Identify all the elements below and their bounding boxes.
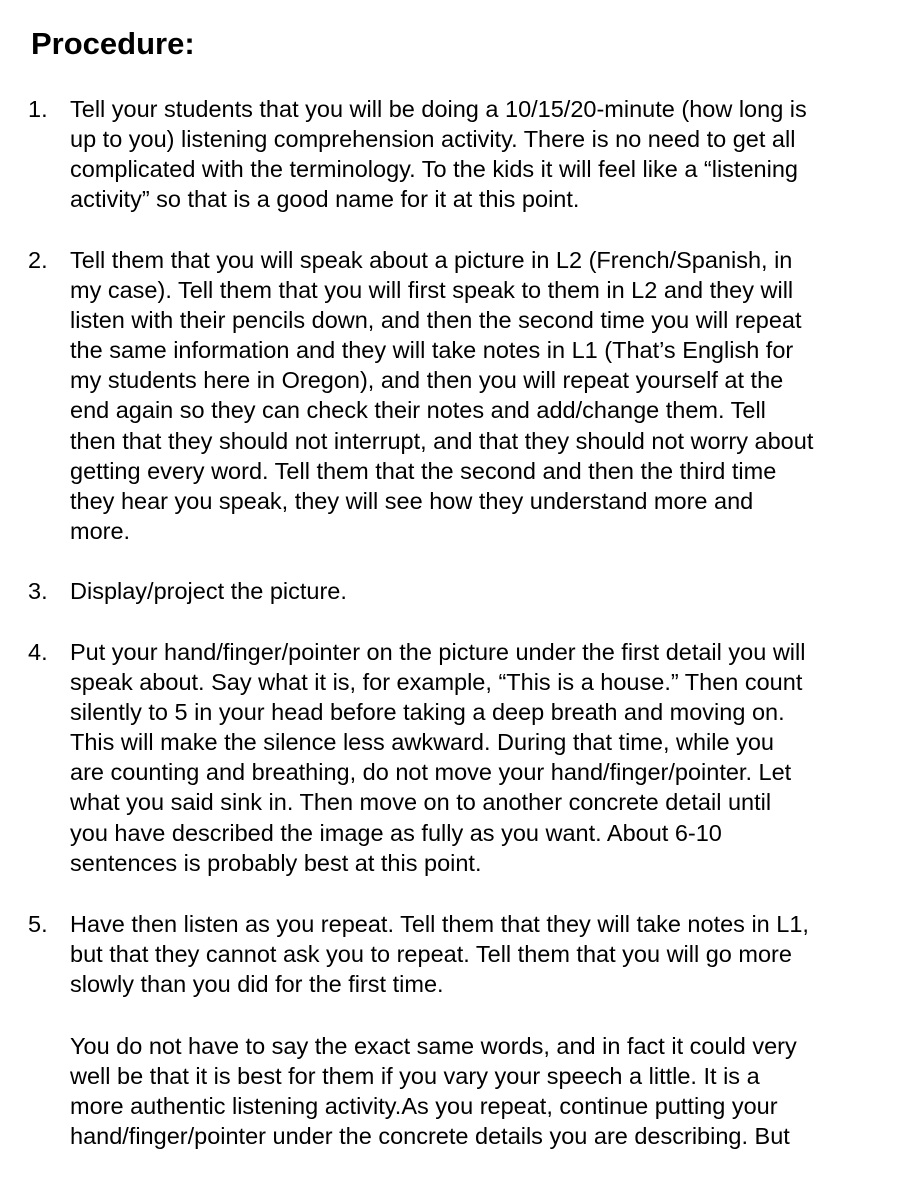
text-line: Tell them that you will speak about a picture in L2 (French/Spanish, in (70, 247, 793, 273)
text-line: my case). Tell them that you will first speak to them in L2 and they will (70, 277, 794, 304)
text-line: more authentic listening activity.As you repeat, continue putting your (70, 1093, 778, 1120)
text-line: Tell your students that you will be doing a 10/15/20-minute (how long is (70, 96, 807, 122)
step-number: 5. (28, 911, 48, 937)
text-line: speak about. Say what it is, for example, “This is a house.” Then count (70, 669, 803, 696)
text-line: the same information and they will take notes in L1 (That’s English for (70, 337, 794, 364)
text-line: hand/finger/pointer under the concrete details you are describing. But (70, 1123, 790, 1150)
text-line: listen with their pencils down, and then the second time you will repeat (70, 307, 802, 334)
text-line: you have described the image as fully as you want. About 6-10 (70, 819, 722, 846)
step-text (70, 576, 910, 606)
text-line: well be that it is best for them if you vary your speech a little. It is a (70, 1063, 760, 1090)
step-number: 2. (28, 247, 48, 273)
text-line: silently to 5 in your head before taking a deep breath and moving on. (70, 699, 785, 726)
text-line: then that they should not interrupt, and that they should not worry about (70, 427, 814, 454)
step-text (70, 94, 910, 214)
text-line: what you said sink in. Then move on to another concrete detail until (70, 789, 772, 816)
text-line: Put your hand/finger/pointer on the picture under the first detail you will (70, 639, 806, 665)
step-text (70, 909, 910, 999)
step-number: 1. (28, 96, 48, 122)
step-number: 3. (28, 578, 48, 604)
text-line: You do not have to say the exact same words, and in fact it could very (70, 1033, 797, 1059)
text-line: slowly than you did for the first time. (70, 971, 444, 998)
text-line: complicated with the terminology. To the kids it will feel like a “listening (70, 156, 798, 183)
page-title: Procedure: (31, 26, 195, 61)
continuation-text (70, 1031, 910, 1151)
text-line: they hear you speak, they will see how they understand more and (70, 487, 754, 514)
text-line: up to you) listening comprehension activity. There is no need to get all (70, 126, 796, 153)
text-line: Display/project the picture. (70, 578, 347, 604)
step-text (70, 637, 910, 878)
text-line: getting every word. Tell them that the second and then the third time (70, 457, 777, 484)
text-line: This will make the silence less awkward. During that time, while you (70, 729, 774, 756)
text-line: are counting and breathing, do not move your hand/finger/pointer. Let (70, 759, 792, 786)
text-line: Have then listen as you repeat. Tell them that they will take notes in L1, (70, 911, 809, 937)
step-number: 4. (28, 639, 48, 665)
text-line: activity” so that is a good name for it at this point. (70, 186, 580, 213)
step-text (70, 245, 910, 546)
text-line: my students here in Oregon), and then you will repeat yourself at the (70, 367, 784, 394)
text-line: end again so they can check their notes and add/change them. Tell (70, 397, 766, 424)
text-line: more. (70, 517, 131, 544)
text-line: sentences is probably best at this point. (70, 849, 482, 876)
text-line: but that they cannot ask you to repeat. Tell them that you will go more (70, 941, 792, 968)
